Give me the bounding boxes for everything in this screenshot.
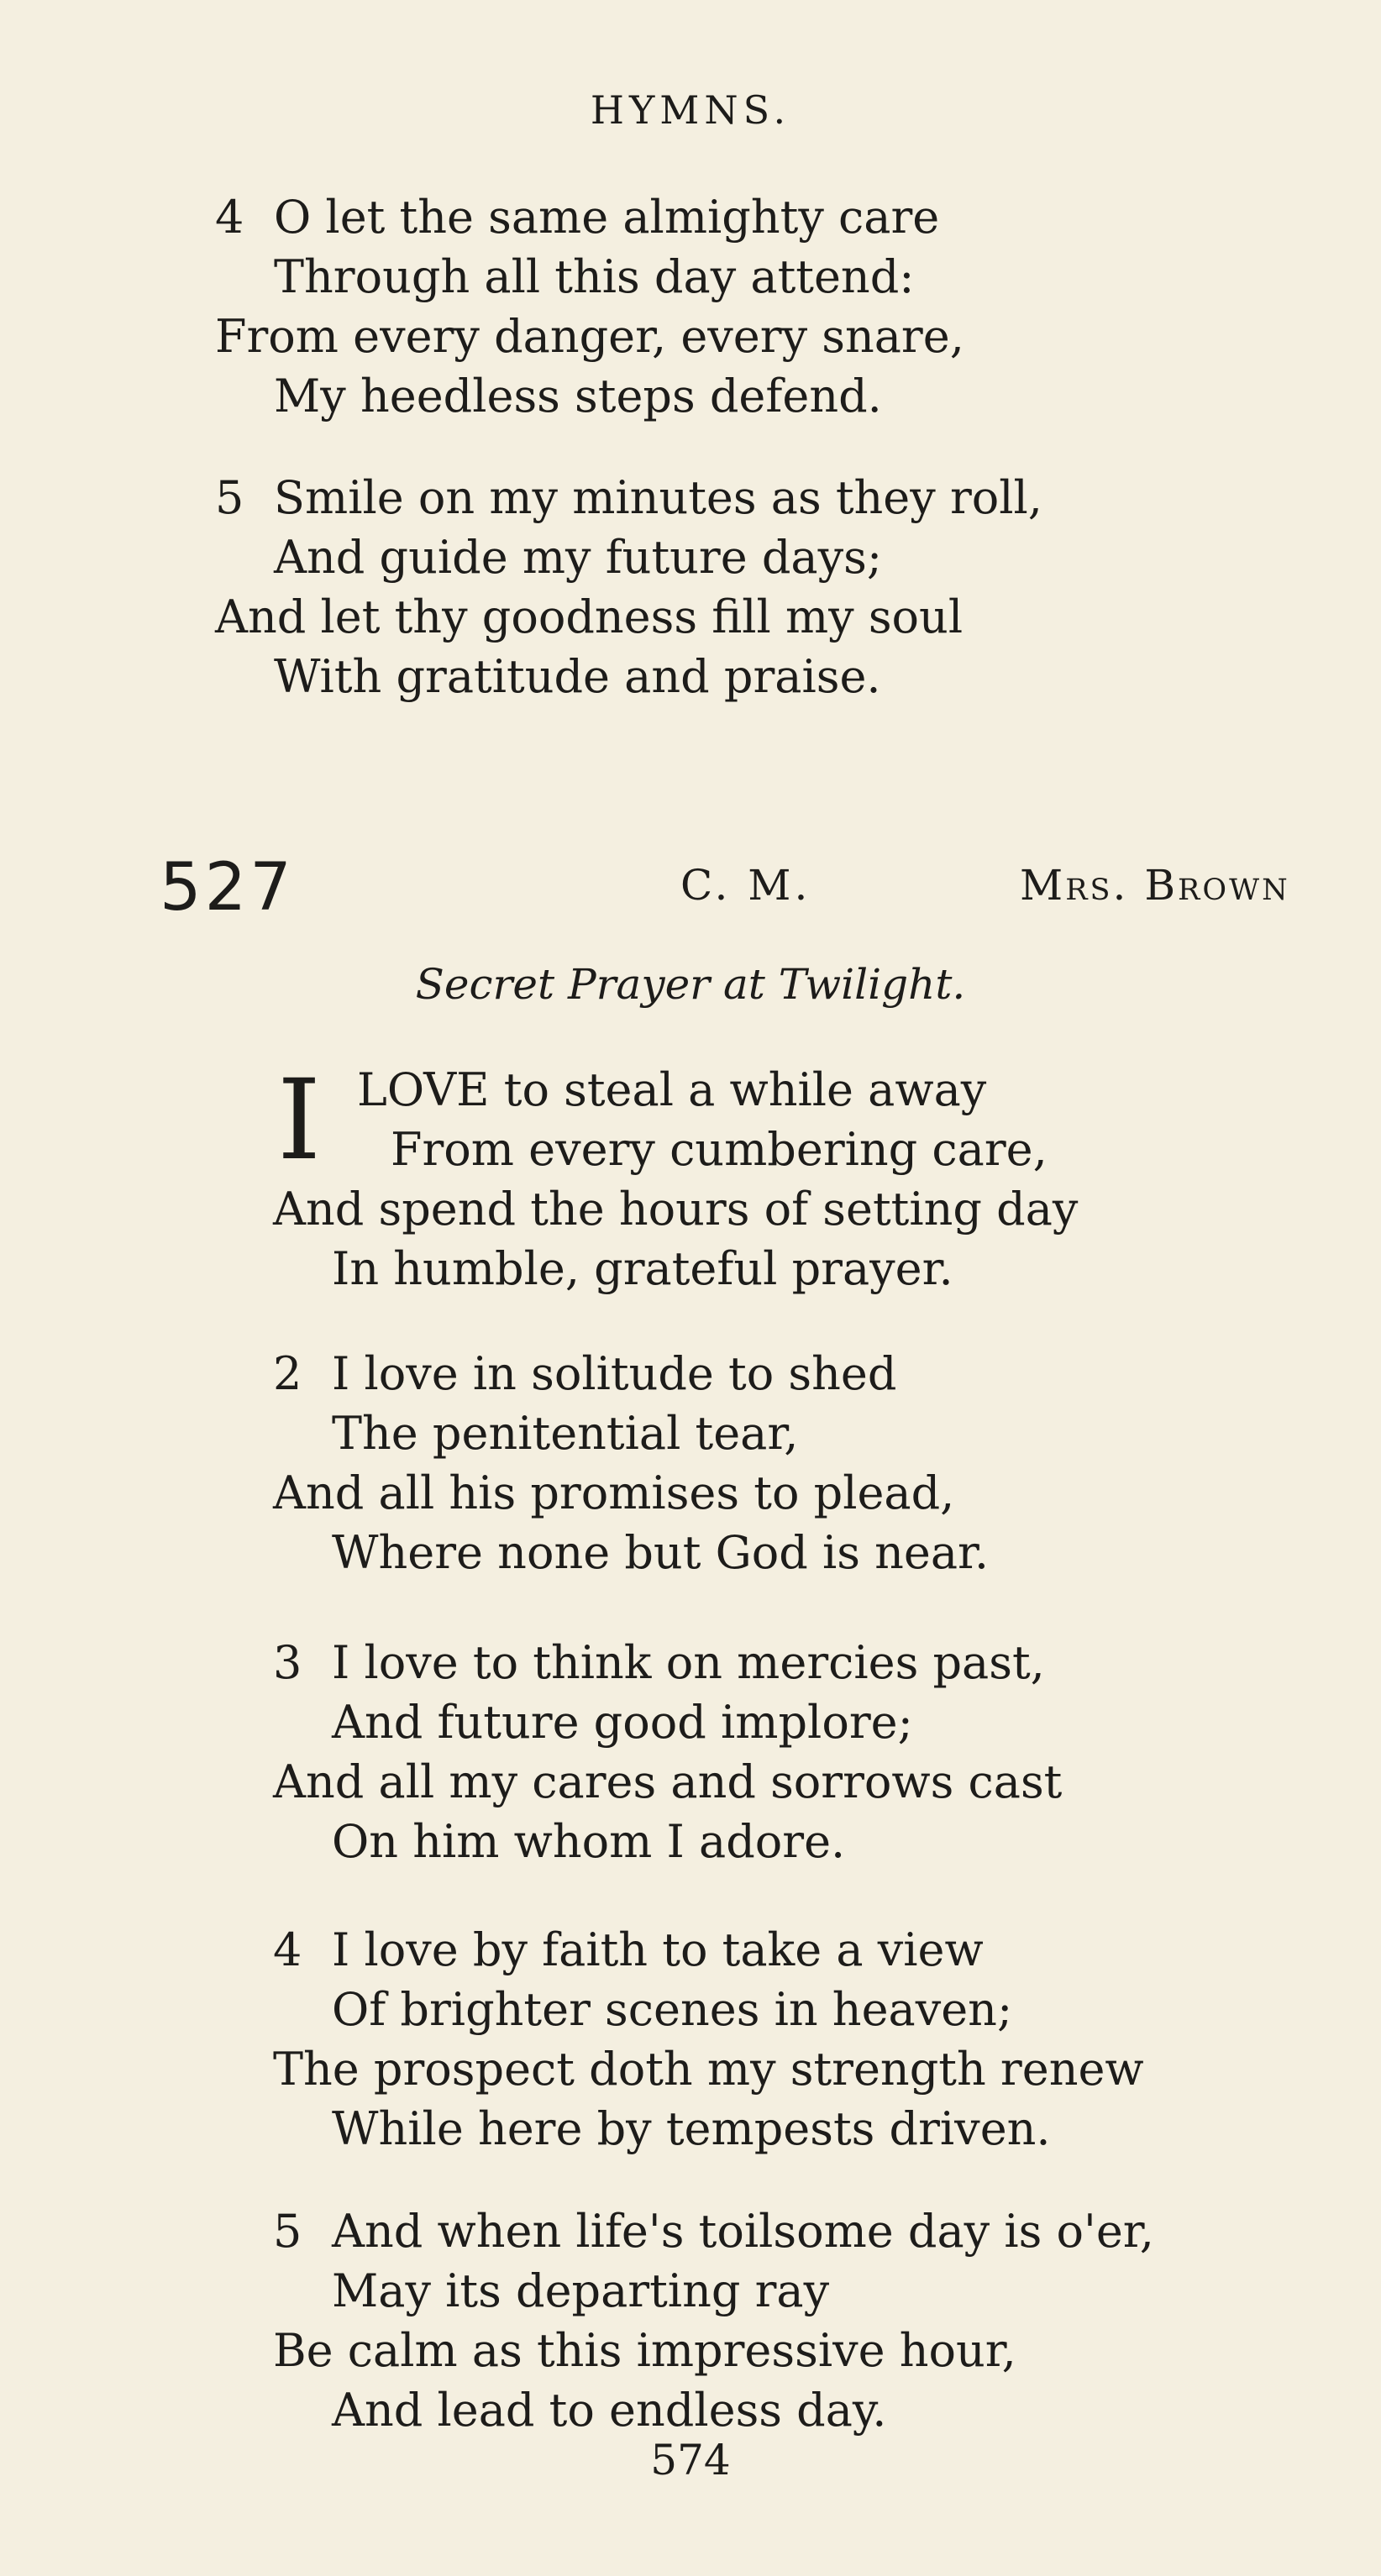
verse-line: Where none but God is near. bbox=[332, 1526, 990, 1579]
verse-line: Of brighter scenes in heaven; bbox=[332, 1983, 1013, 2036]
stanza-number: 5 bbox=[273, 2205, 302, 2258]
verse-line: 5 Smile on my minutes as they roll, bbox=[215, 468, 1042, 527]
verse-line: From every danger, every snare, bbox=[215, 310, 964, 363]
verse-line: While here by tempests driven. bbox=[332, 2102, 1051, 2155]
verse-line: Be calm as this impressive hour, bbox=[273, 2324, 1016, 2377]
hymn-meter: C. M. bbox=[680, 861, 811, 910]
page-number: 574 bbox=[650, 2436, 731, 2484]
stanza bbox=[273, 1344, 989, 1582]
stanza bbox=[273, 1633, 1062, 1871]
drop-cap: I bbox=[277, 1056, 322, 1185]
stanza bbox=[273, 2201, 1154, 2440]
stanza-number: 4 bbox=[215, 191, 244, 244]
verse-line: In humble, grateful prayer. bbox=[332, 1242, 953, 1295]
stanza bbox=[273, 1056, 1079, 1298]
verse-line: And all his promises to plead, bbox=[273, 1466, 955, 1519]
running-head: HYMNS. bbox=[590, 87, 791, 133]
verse-line: From every cumbering care, bbox=[391, 1123, 1048, 1176]
verse-line: And guide my future days; bbox=[274, 531, 883, 584]
verse-line: And future good implore; bbox=[332, 1696, 913, 1749]
verse-line: May its departing ray bbox=[332, 2264, 830, 2317]
verse-line: The prospect doth my strength renew bbox=[273, 2043, 1144, 2096]
hymn-author: Mrs. Brown bbox=[1020, 861, 1290, 910]
stanza-number: 2 bbox=[273, 1347, 302, 1400]
verse-line: 4 O let the same almighty care bbox=[215, 187, 964, 247]
verse-line: 5 And when life's toilsome day is o'er, bbox=[273, 2201, 1154, 2261]
hymn-number: 527 bbox=[160, 850, 295, 926]
stanza bbox=[215, 468, 1042, 706]
hymn-title: Secret Prayer at Twilight. bbox=[415, 960, 966, 1009]
verse-line: And spend the hours of setting day bbox=[273, 1183, 1079, 1236]
stanza-number: 5 bbox=[215, 471, 244, 524]
verse-line: And lead to endless day. bbox=[332, 2384, 887, 2437]
stanza-number: 3 bbox=[273, 1636, 302, 1689]
verse-line: With gratitude and praise. bbox=[274, 650, 881, 703]
verse-line: LOVE to steal a while away bbox=[357, 1063, 987, 1116]
stanza-number: 4 bbox=[273, 1923, 302, 1976]
verse-line: My heedless steps defend. bbox=[274, 370, 882, 422]
verse-line: And let thy goodness fill my soul bbox=[215, 590, 964, 643]
verse-line: 2 I love in solitude to shed bbox=[273, 1344, 989, 1403]
verse-line: And all my cares and sorrows cast bbox=[273, 1755, 1063, 1808]
verse-line: 4 I love by faith to take a view bbox=[273, 1920, 1144, 1980]
verse-line: The penitential tear, bbox=[332, 1407, 799, 1460]
stanza bbox=[273, 1920, 1144, 2159]
verse-line: Through all this day attend: bbox=[274, 250, 915, 303]
stanza bbox=[215, 187, 964, 426]
verse-line: 3 I love to think on mercies past, bbox=[273, 1633, 1062, 1692]
verse-line: On him whom I adore. bbox=[332, 1815, 846, 1868]
